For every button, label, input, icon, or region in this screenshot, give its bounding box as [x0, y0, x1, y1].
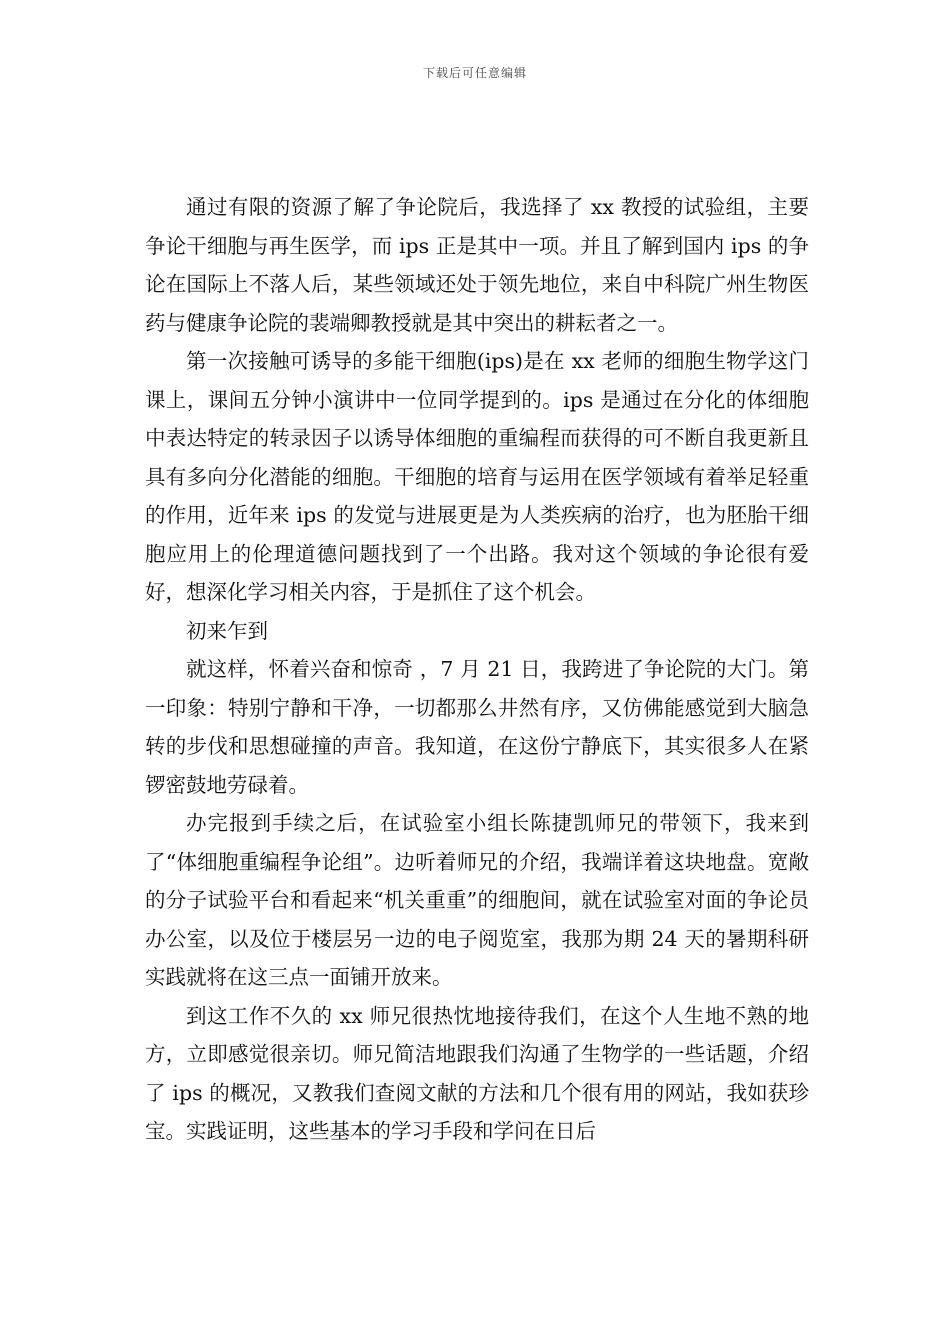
page-header: 下载后可任意编辑: [422, 66, 527, 80]
section-heading: 初来乍到: [186, 618, 268, 643]
paragraph: 到这工作不久的 xx 师兄很热忱地接待我们，在这个人生地不熟的地方，立即感觉很亲切。师兄简洁地跟我们沟通了生物学的一些话题，介绍了 ips 的概况，又教我们查阅文献的方法和几个很有用的网站，我如获珍宝。实践证明，这些基本的学习手段和学问在日后: [145, 1003, 809, 1143]
paragraph: 办完报到手续之后，在试验室小组长陈捷凯师兄的带领下，我来到了“体细胞重编程争论组”。边听着师兄的介绍，我端详着这块地盘。宽敞的分子试验平台和看起来“机关重重”的细胞间，就在试验室对面的争论员办公室，以及位于楼层另一边的电子阅览室，我那为期 24 天的暑期科研实践就将在这三点一面铺开放来。: [145, 811, 809, 989]
paragraph: 就这样，怀着兴奋和惊奇 ，7 月 21 日，我跨进了争论院的大门。第一印象：特别宁静和干净，一切都那么井然有序，又仿佛能感觉到大脑急转的步伐和思想碰撞的声音。我知道，在这份宁静底下，其实很多人在紧锣密鼓地劳碌着。: [145, 657, 809, 797]
document-body: [145, 188, 809, 1151]
paragraph: 通过有限的资源了解了争论院后，我选择了 xx 教授的试验组，主要争论干细胞与再生医学，而 ips 正是其中一项。并且了解到国内 ips 的争论在国际上不落人后，某些领域还处于领先地位，来自中科院广州生物医药与健康争论院的裴端卿教授就是其中突出的耕耘者之一。: [145, 195, 809, 335]
paragraph: 第一次接触可诱导的多能干细胞(ips)是在 xx 老师的细胞生物学这门课上，课间五分钟小演讲中一位同学提到的。ips 是通过在分化的体细胞中表达特定的转录因子以诱导体细胞的重编程而获得的可不断自我更新且具有多向分化潜能的细胞。干细胞的培育与运用在医学领域有着举足轻重的作用，近年来 ips 的发觉与进展更是为人类疾病的治疗，也为胚胎干细胞应用上的伦理道德问题找到了一个出路。我对这个领域的争论很有爱好，想深化学习相关内容，于是抓住了这个机会。: [145, 349, 809, 604]
